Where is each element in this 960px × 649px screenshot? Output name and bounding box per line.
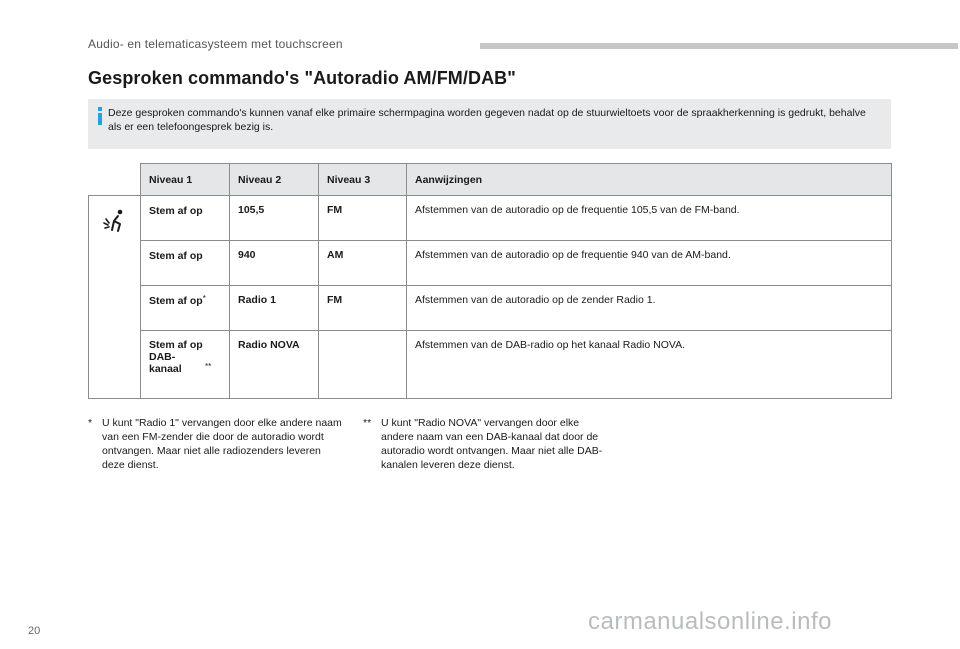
cell-hint: Afstemmen van de DAB-radio op het kanaal Radio NOVA. [407,331,892,399]
page-title: Gesproken commando's "Autoradio AM/FM/DAB" [88,68,516,88]
cell-level1-text: Stem af op [149,205,203,217]
cell-level3 [319,331,407,399]
cell-level2: 105,5 [230,196,319,241]
cell-level1-text: Stem af op DAB-kanaal [149,339,203,375]
cell-hint: Afstemmen van de autoradio op de frequentie 105,5 van de FM-band. [407,196,892,241]
cell-level2: 940 [230,241,319,286]
footnote-2-text: U kunt "Radio NOVA" vervangen door elke andere naam van een DAB-kanaal dat door de autoradio wordt ontvangen. Maar niet alle DAB-kanalen leveren deze dienst. [381,417,603,471]
table-row [89,241,892,286]
cell-level1 [141,241,230,286]
voice-command-table [88,163,892,399]
table-header-blank [89,164,141,196]
cell-hint: Afstemmen van de autoradio op de frequentie 940 van de AM-band. [407,241,892,286]
footnote-2-mark: ** [363,417,372,429]
footnote-mark: ** [205,362,212,371]
footnote-1-text: U kunt "Radio 1" vervangen door elke andere naam van een FM-zender die door de autoradio wordt ontvangen. Maar niet alle radiozenders leveren deze dienst. [102,417,342,471]
table-row [89,196,892,241]
table-header-row [89,164,892,196]
column-header-hints: Aanwijzingen [407,164,892,196]
table-row [89,331,892,399]
cell-level2: Radio NOVA [230,331,319,399]
running-header: Audio- en telematicasysteem met touchscreen [88,37,343,51]
cell-level1-text: Stem af op [149,250,203,262]
cell-level2: Radio 1 [230,286,319,331]
cell-level1 [141,286,230,331]
page-number: 20 [28,625,41,637]
cell-level3: AM [319,241,407,286]
voice-command-icon [102,208,128,234]
voice-icon-cell [89,196,141,399]
column-header-level3: Niveau 3 [319,164,407,196]
column-header-level2: Niveau 2 [230,164,319,196]
info-box [88,99,891,149]
header-rule [480,43,958,49]
cell-level1 [141,196,230,241]
cell-hint: Afstemmen van de autoradio op de zender Radio 1. [407,286,892,331]
watermark: carmanualsonline.info [588,608,832,635]
info-icon [96,107,104,125]
cell-level3: FM [319,196,407,241]
footnote-1-mark: * [88,417,93,429]
info-text: Deze gesproken commando's kunnen vanaf elke primaire schermpagina worden gegeven nadat op de stuurwieltoets voor de spraakherkenning is gedrukt, behalve als er een telefoongesprek bezig is. [108,107,866,133]
cell-level3: FM [319,286,407,331]
cell-level1-text: Stem af op [149,295,203,307]
column-header-level1: Niveau 1 [141,164,230,196]
cell-level1 [141,331,230,399]
footnote-mark: * [202,294,206,303]
table-row [89,286,892,331]
